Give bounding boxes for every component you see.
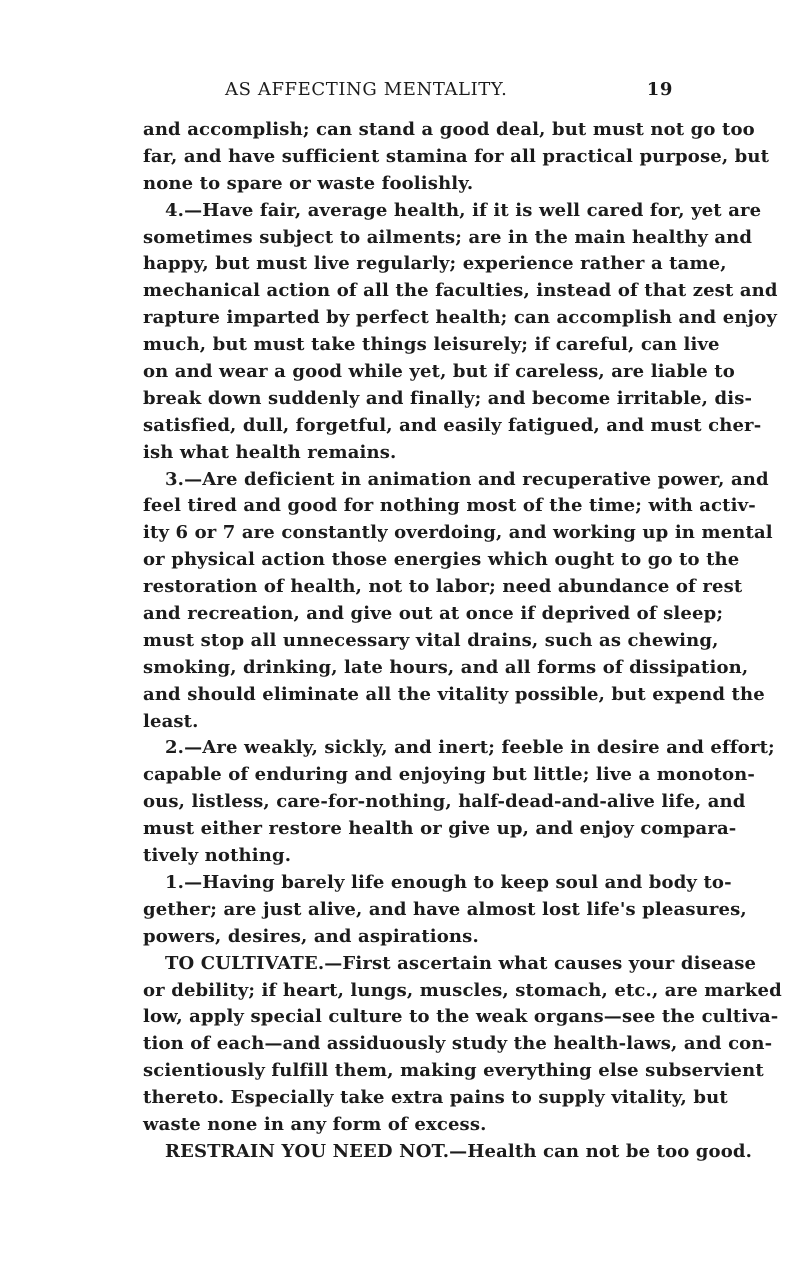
text-line: much, but must take things leisurely; if careful, can live: [143, 334, 720, 356]
text-line: rapture imparted by perfect health; can accomplish and enjoy: [143, 307, 777, 329]
text-line: least.: [143, 710, 199, 732]
text-line: powers, desires, and aspirations.: [143, 925, 479, 947]
text-line: RESTRAIN YOU NEED NOT.—Health can not be too good.: [165, 1140, 752, 1162]
text-line: none to spare or waste foolishly.: [143, 172, 474, 194]
text-line: ous, listless, care-for-nothing, half-dead-and-alive life, and: [143, 791, 746, 813]
text-line: or debility; if heart, lungs, muscles, stomach, etc., are marked: [143, 979, 782, 1001]
text-line: 4.—Have fair, average health, if it is well cared for, yet are: [165, 199, 762, 221]
text-line: 1.—Having barely life enough to keep soul and body to-: [165, 871, 732, 893]
running-head-title: AS AFFECTING MENTALITY.: [225, 79, 508, 100]
text-line: or physical action those energies which ought to go to the: [143, 549, 740, 571]
text-line: thereto. Especially take extra pains to supply vitality, but: [143, 1087, 728, 1109]
text-line: smoking, drinking, late hours, and all forms of dissipation,: [143, 656, 749, 678]
text-line: and should eliminate all the vitality possible, but expend the: [143, 683, 765, 705]
text-line: tively nothing.: [143, 845, 292, 867]
text-line: ish what health remains.: [143, 441, 397, 463]
text-line: restoration of health, not to labor; need abundance of rest: [143, 576, 743, 598]
text-line: low, apply special culture to the weak organs—see the cultiva-: [143, 1006, 779, 1028]
text-line: happy, but must live regularly; experience rather a tame,: [143, 253, 727, 275]
body-text: [143, 117, 782, 1166]
text-line: far, and have sufficient stamina for all practical purpose, but: [143, 145, 770, 167]
page-number: 19: [646, 79, 673, 100]
text-line: ity 6 or 7 are constantly overdoing, and working up in mental: [143, 522, 773, 544]
text-line: sometimes subject to ailments; are in the main healthy and: [143, 226, 753, 248]
text-line: feel tired and good for nothing most of the time; with activ-: [143, 495, 756, 517]
text-line: waste none in any form of excess.: [143, 1113, 487, 1135]
text-line: must stop all unnecessary vital drains, such as chewing,: [143, 629, 719, 651]
text-line: on and wear a good while yet, but if careless, are liable to: [143, 361, 735, 383]
text-line: satisfied, dull, forgetful, and easily fatigued, and must cher-: [143, 414, 762, 436]
text-line: mechanical action of all the faculties, instead of that zest and: [143, 280, 778, 302]
running-head: [143, 78, 673, 102]
text-line: tion of each—and assiduously study the health-laws, and con-: [143, 1033, 773, 1055]
text-line: 2.—Are weakly, sickly, and inert; feeble in desire and effort;: [165, 737, 775, 759]
text-line: and recreation, and give out at once if deprived of sleep;: [143, 603, 724, 625]
text-line: break down suddenly and finally; and become irritable, dis-: [143, 387, 753, 409]
text-line: scientiously fulfill them, making everything else subservient: [143, 1060, 764, 1082]
text-line: must either restore health or give up, and enjoy compara-: [143, 818, 737, 840]
text-line: 3.—Are deficient in animation and recuperative power, and: [165, 468, 769, 490]
text-line: gether; are just alive, and have almost lost life's pleasures,: [143, 898, 747, 920]
text-line: and accomplish; can stand a good deal, but must not go too: [143, 119, 755, 140]
text-line: capable of enduring and enjoying but little; live a monoton-: [143, 764, 755, 786]
text-line: TO CULTIVATE.—First ascertain what causes your disease: [165, 952, 757, 974]
